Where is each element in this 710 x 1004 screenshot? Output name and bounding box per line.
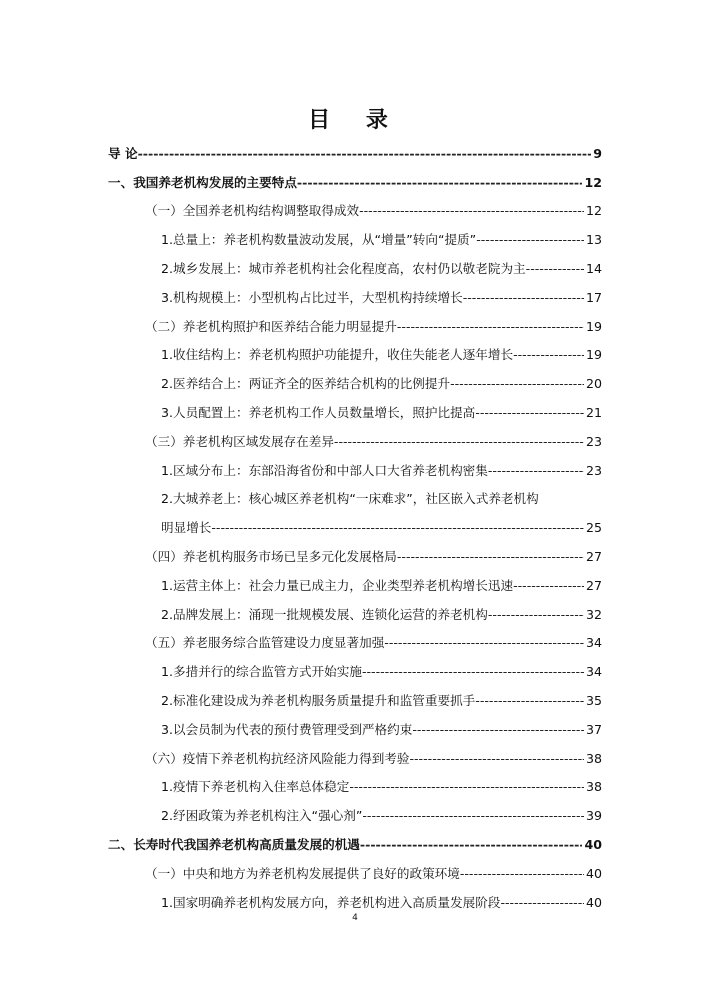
dot-leader	[460, 866, 584, 888]
toc-entry-page: 27	[585, 548, 602, 564]
toc-entry-title: 3.机构规模上：小型机构占比过半，大型机构持续增长	[161, 289, 463, 305]
dot-leader	[362, 808, 584, 830]
toc-entry[interactable]	[108, 600, 602, 629]
page-number: 4	[352, 913, 358, 923]
toc-entry-title: 3.人员配置上：养老机构工作人员数量增长，照护比提高	[161, 404, 476, 420]
toc-entry-page: 21	[585, 404, 602, 420]
dot-leader	[412, 722, 584, 744]
toc-entry[interactable]	[108, 197, 602, 226]
toc-entry[interactable]	[108, 744, 602, 773]
toc-entry-title: （六）疫情下养老机构抗经济风险能力得到考验	[145, 750, 410, 766]
toc-entry-title: 2.纾困政策为养老机构注入“强心剂”	[161, 808, 363, 824]
dot-leader	[450, 376, 584, 398]
toc-entry-title: （二）养老机构照护和医养结合能力明显提升	[145, 318, 397, 334]
dot-leader	[138, 146, 592, 168]
toc-entry-title: （三）养老机构区域发展存在差异	[145, 433, 334, 449]
toc-entry[interactable]	[108, 312, 602, 341]
toc-entry[interactable]	[108, 456, 602, 485]
toc-entry[interactable]	[108, 398, 602, 427]
toc-entry[interactable]	[108, 139, 602, 168]
dot-leader	[409, 751, 584, 773]
toc-entry-page: 37	[585, 721, 602, 737]
dot-leader	[359, 203, 584, 225]
dot-leader	[475, 693, 584, 715]
toc-entry-page: 34	[585, 635, 602, 651]
toc-entry-page: 19	[585, 347, 602, 363]
dot-leader	[513, 347, 584, 369]
toc-entry-page: 12	[585, 203, 602, 219]
dot-leader	[476, 232, 584, 254]
toc-entry[interactable]	[108, 225, 602, 254]
toc-entry-page: 34	[585, 664, 602, 680]
toc-entry-title: 二、长寿时代我国养老机构高质量发展的机遇	[108, 836, 360, 852]
toc-entry-page: 17	[585, 289, 602, 305]
dot-leader	[397, 319, 584, 341]
toc-entry-title: （一）中央和地方为养老机构发展提供了良好的政策环境	[145, 865, 460, 881]
toc-entry-title: 明显增长	[161, 520, 212, 536]
toc-entry-title: 1.多措并行的综合监管方式开始实施	[161, 664, 362, 680]
toc-entry[interactable]	[108, 629, 602, 658]
toc-entry-page: 23	[585, 462, 602, 478]
toc-entry-title: 1.疫情下养老机构入住率总体稳定	[161, 779, 350, 795]
toc-entry-page: 40	[585, 894, 602, 910]
toc-entry-page: 20	[585, 376, 602, 392]
toc-entry-page: 38	[585, 779, 602, 795]
dot-leader	[384, 635, 584, 657]
toc-entry-page: 25	[585, 520, 602, 536]
toc-entry[interactable]	[108, 341, 602, 370]
toc-entry-page: 35	[585, 692, 602, 708]
toc-entry-page: 40	[585, 865, 602, 881]
toc-entry-title: 2.标准化建设成为养老机构服务质量提升和监管重要抓手	[161, 692, 476, 708]
dot-leader	[349, 779, 584, 801]
toc-entry-page: 13	[585, 232, 602, 248]
toc-entry-title: 一、我国养老机构发展的主要特点	[108, 174, 297, 190]
dot-leader	[463, 290, 584, 312]
toc-entry[interactable]	[108, 715, 602, 744]
dot-leader	[362, 664, 584, 686]
toc-entry-page: 19	[585, 318, 602, 334]
toc-entry-title: （五）养老服务综合监管建设力度显著加强	[145, 635, 385, 651]
toc-entry[interactable]	[108, 773, 602, 802]
toc-entry[interactable]	[108, 485, 602, 514]
toc-entry-page: 12	[584, 174, 602, 190]
toc-entry-title: 1.收住结构上：养老机构照护功能提升，收住失能老人逐年增长	[161, 347, 514, 363]
dot-leader	[513, 578, 584, 600]
dot-leader	[526, 261, 584, 283]
toc-entry-title: 2.品牌发展上：涌现一批规模发展、连锁化运营的养老机构	[161, 606, 488, 622]
dot-leader	[475, 405, 584, 427]
toc-entry-title: 1.运营主体上：社会力量已成主力，企业类型养老机构增长迅速	[161, 577, 514, 593]
toc-entry-title: 2.大城养老上：核心城区养老机构“一床难求”，社区嵌入式养老机构	[161, 491, 539, 507]
page-title: 目 录	[308, 108, 402, 133]
table-of-contents	[108, 139, 602, 917]
toc-entry-title: （一）全国养老机构结构调整取得成效	[145, 203, 360, 219]
dot-leader	[334, 434, 584, 456]
toc-entry[interactable]	[108, 830, 602, 859]
toc-entry[interactable]	[108, 542, 602, 571]
dot-leader	[360, 837, 583, 859]
toc-entry-title: 2.医养结合上：两证齐全的医养结合机构的比例提升	[161, 376, 451, 392]
toc-entry-page: 14	[585, 260, 602, 276]
dot-leader	[397, 549, 584, 571]
dot-leader	[297, 175, 583, 197]
toc-entry[interactable]	[108, 369, 602, 398]
toc-entry-page: 27	[585, 577, 602, 593]
toc-entry[interactable]	[108, 513, 602, 542]
toc-entry-title: 导 论	[108, 145, 138, 161]
dot-leader	[488, 463, 584, 485]
toc-entry[interactable]	[108, 283, 602, 312]
toc-entry[interactable]	[108, 427, 602, 456]
toc-entry-page: 9	[593, 145, 602, 161]
toc-entry[interactable]	[108, 657, 602, 686]
toc-entry-title: 3.以会员制为代表的预付费管理受到严格约束	[161, 721, 413, 737]
toc-entry-title: 1.总量上：养老机构数量波动发展，从“增量”转向“提质”	[161, 232, 477, 248]
toc-entry[interactable]	[108, 801, 602, 830]
toc-entry[interactable]	[108, 254, 602, 283]
toc-entry[interactable]	[108, 571, 602, 600]
dot-leader	[488, 607, 584, 629]
dot-leader	[211, 520, 584, 542]
toc-entry-page: 23	[585, 433, 602, 449]
toc-entry-title: 2.城乡发展上：城市养老机构社会化程度高，农村仍以敬老院为主	[161, 260, 526, 276]
toc-entry-page: 32	[585, 606, 602, 622]
toc-entry-page: 39	[585, 808, 602, 824]
toc-entry-title: 1.区域分布上：东部沿海省份和中部人口大省养老机构密集	[161, 462, 488, 478]
toc-entry[interactable]	[108, 686, 602, 715]
toc-entry-page: 40	[584, 836, 602, 852]
toc-entry[interactable]	[108, 859, 602, 888]
toc-entry-page: 38	[585, 750, 602, 766]
toc-entry-title: 1.国家明确养老机构发展方向，养老机构进入高质量发展阶段	[161, 894, 501, 910]
toc-entry-title: （四）养老机构服务市场已呈多元化发展格局	[145, 548, 397, 564]
toc-entry[interactable]	[108, 168, 602, 197]
